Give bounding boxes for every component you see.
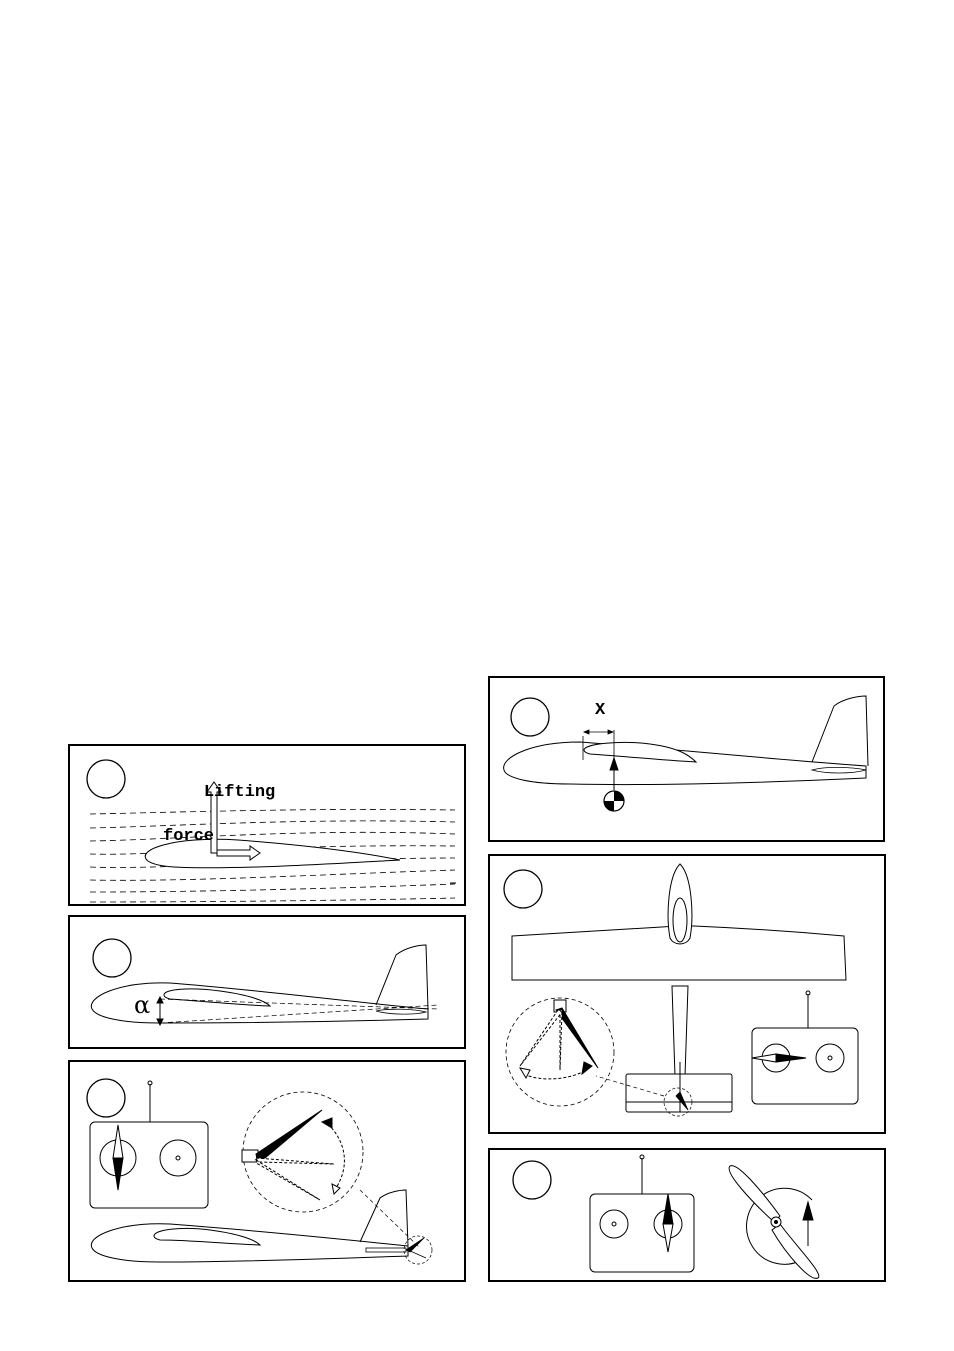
center-of-gravity-diagram: [490, 678, 887, 844]
figure-rudder-control: [488, 854, 886, 1134]
figure-motor-control: [488, 1148, 886, 1282]
transmitter: [752, 991, 858, 1104]
figure-number-circle: [511, 698, 549, 736]
center-of-gravity-icon: [604, 791, 624, 811]
lifting-label-line1: Lifting: [203, 783, 276, 802]
propeller-blade-lower: [772, 1224, 819, 1278]
left-stick-gimbal: [600, 1210, 628, 1238]
rotation-arrow: [803, 1202, 813, 1246]
figure-angle-of-attack: [68, 915, 466, 1049]
distance-x-label: X: [595, 701, 606, 720]
transmitter: [590, 1155, 694, 1272]
right-stick-gimbal: [160, 1140, 196, 1176]
airplane-top-view: [512, 864, 846, 1112]
figure-number-circle: [93, 939, 131, 977]
stick-up-down-arrow: [113, 1125, 123, 1190]
rudder-control-diagram: [490, 856, 888, 1136]
figure-number-circle: [504, 870, 542, 908]
rudder-deflection-detail: [520, 1000, 598, 1079]
lifting-force-label: [163, 760, 275, 870]
propeller-blade-upper: [729, 1166, 780, 1222]
figure-lifting-force: [68, 744, 466, 906]
elevator-deflection-detail: [242, 1110, 344, 1200]
figure-elevator-control: [68, 1060, 466, 1282]
angle-alpha-symbol: α: [134, 991, 151, 1019]
figure-number-circle: [87, 1079, 125, 1117]
vertical-tail: [812, 696, 868, 766]
stick-left-right-arrow: [752, 1054, 806, 1062]
throttle-arrow: [663, 1194, 673, 1252]
elevator-control-diagram: [70, 1062, 468, 1284]
angle-of-attack-diagram: [70, 917, 468, 1051]
lifting-label-line2: force: [163, 827, 215, 846]
vertical-tail: [360, 1190, 408, 1246]
fuselage-outline: [504, 742, 866, 785]
transmitter-body: [752, 1028, 858, 1104]
right-stick-gimbal: [816, 1044, 844, 1072]
transmitter: [90, 1081, 208, 1208]
figure-number-circle: [513, 1161, 551, 1199]
figure-number-circle: [87, 760, 125, 798]
propeller: [729, 1166, 819, 1279]
figure-center-of-gravity: [488, 676, 885, 842]
motor-control-diagram: [490, 1150, 888, 1284]
transmitter-body: [90, 1122, 208, 1208]
vertical-tail: [376, 945, 428, 1009]
